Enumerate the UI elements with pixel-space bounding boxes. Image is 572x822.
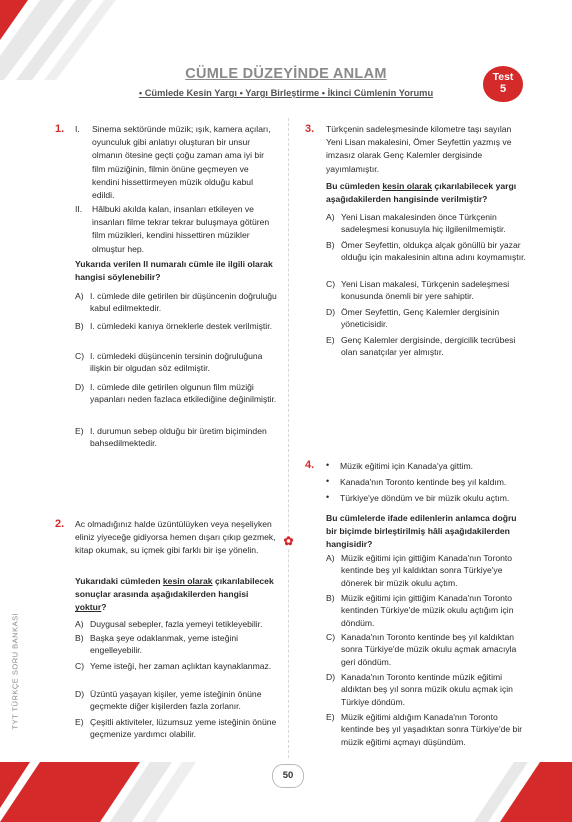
option-letter: D) — [326, 307, 336, 317]
option-letter: D) — [326, 672, 336, 682]
option-text: I. cümlede dile getirilen bir düşüncenin doğruluğu kabul edilmektedir. — [90, 291, 277, 314]
q3-stem-underlined: kesin olarak — [382, 181, 433, 191]
option-letter: E) — [326, 335, 335, 345]
option-text: Müzik eğitimi için gittiğim Kanada'nın Toronto kentinde beş yıl kaldıktan sonra Türkiye'ye dönerek bir müzik okulu açtım. — [341, 553, 513, 588]
option-letter: D) — [75, 689, 85, 699]
q1-stem: Yukarıda verilen II numaralı cümle ile ilgili olarak hangisi söylenebilir? — [75, 259, 273, 283]
question-4-number: 4. — [305, 459, 315, 471]
option-letter: E) — [326, 712, 335, 722]
bullet-icon: • — [326, 476, 330, 486]
option-letter: A) — [326, 212, 335, 222]
question-1-number: 1. — [55, 123, 65, 135]
q4-option-a[interactable] — [326, 552, 526, 589]
q3-text: Türkçenin sadeleşmesinde kilometre taşı sayılan Yeni Lisan makalesini, Ömer Seyfettin yazmış ve imzasız olarak Genç Kalemler dergisinde yayımlamıştır. — [326, 124, 512, 174]
side-text: TYT TÜRKÇE SORU BANKASI — [10, 612, 20, 730]
q3-stem-part: Bu cümleden — [326, 181, 383, 191]
option-letter: B) — [326, 593, 335, 603]
q1-option-d[interactable] — [75, 381, 277, 406]
q2-option-a[interactable] — [75, 618, 277, 630]
bullet-text: Türkiye'ye döndüm ve bir müzik okulu açtım. — [340, 493, 510, 503]
q1-option-e[interactable] — [75, 425, 277, 450]
option-text: Başka şeye odaklanmak, yeme isteğini engelleyebilir. — [90, 633, 239, 656]
test-label: Test — [492, 71, 514, 83]
page-title: CÜMLE DÜZEYİNDE ANLAM — [185, 66, 387, 82]
q3-stem — [326, 180, 526, 206]
option-text: Müzik eğitimi aldığım Kanada'nın Toronto kentinde beş yıl yaşadıktan sonra Türkiye'de bir müzik eğitimi açmayı düşündüm. — [341, 712, 523, 747]
q4-stem: Bu cümlelerde ifade edilenlerin anlamca doğru bir biçimde birleştirilmiş hâli aşağıdakilerden hangisidir? — [326, 513, 517, 550]
q1-option-b[interactable] — [75, 320, 277, 332]
option-letter: B) — [326, 240, 335, 250]
q2-option-e[interactable] — [75, 716, 277, 741]
option-letter: C) — [326, 279, 336, 289]
test-number: 5 — [499, 83, 507, 95]
option-letter: D) — [75, 382, 85, 392]
q2-stem-part: ? — [101, 602, 107, 613]
option-letter: E) — [75, 717, 84, 727]
option-text: Yeme isteği, her zaman açlıktan kaynaklanmaz. — [90, 661, 272, 671]
option-letter: B) — [75, 321, 84, 331]
option-letter: B) — [75, 633, 84, 643]
option-text: Ömer Seyfettin, Genç Kalemler dergisinin yöneticisidir. — [341, 307, 500, 330]
q2-option-b[interactable] — [75, 632, 277, 657]
option-letter: A) — [75, 291, 84, 301]
option-text: I. durumun sebep olduğu bir üretim biçiminden bahsedilmektedir. — [90, 426, 267, 449]
q3-stem-part: çıkarılabilecek yargı aşağıdakilerden hangisinde verilmiştir? — [326, 181, 517, 205]
page-number-badge — [272, 764, 304, 788]
q1-statement-1: Sinema sektöründe müzik; ışık, kamera açıları, oyunculuk gibi anlatıyı oluşturan bir unsur olmanın ötesine geçti çoğu zaman ama iyi bir film müziğinin, filmin önüne geçmeyen ve kendini hissettirmeyen müzik olduğu kabul edildi. — [92, 124, 271, 201]
q4-option-c[interactable] — [326, 631, 526, 668]
q4-bullet-2 — [326, 476, 526, 489]
topic-list: • Cümlede Kesin Yargı • Yargı Birleştirme • İkinci Cümlenin Yorumu — [138, 88, 434, 98]
option-text: Çeşitli aktiviteler, lüzumsuz yeme isteğinin önüne geçmenize yardımcı olabilir. — [90, 717, 277, 740]
q2-stem-part: Yukarıdaki cümleden — [75, 576, 163, 586]
q1-option-a[interactable] — [75, 290, 277, 315]
q2-text: Ac olmadığınız halde üzüntülüyken veya neşeliyken eliniz yiyeceğe gidiyorsa hemen dışarı çıkıp gezmek, kitap okumak, su içmek gibi farklı bir işe yönelin. — [75, 519, 276, 556]
q3-option-d[interactable] — [326, 306, 526, 331]
bullet-text: Kanada'nın Toronto kentinde beş yıl kaldım. — [340, 477, 507, 487]
q2-stem-part: çıkarılabilecek sonuçlar arasında aşağıdakilerden hangisi — [75, 576, 274, 600]
question-2-number: 2. — [55, 518, 65, 530]
option-letter: C) — [75, 661, 85, 671]
option-text: I. cümledeki düşüncenin tersinin doğruluğuna ilişkin bir olgudan söz edilmiştir. — [90, 351, 263, 374]
q3-option-c[interactable] — [326, 278, 526, 303]
q1-option-c[interactable] — [75, 350, 277, 375]
bottom-left-stripes — [0, 752, 200, 822]
question-3-number: 3. — [305, 123, 315, 135]
option-text: Genç Kalemler dergisinde, dergicilik tecrübesi olan sanatçılar yer almıştır. — [341, 335, 516, 358]
option-letter: A) — [75, 619, 84, 629]
divider-logo-icon: ✿ — [283, 534, 294, 548]
q2-stem — [75, 575, 277, 615]
q4-option-e[interactable] — [326, 711, 526, 748]
q4-bullet-1 — [326, 460, 526, 473]
column-divider — [288, 118, 289, 758]
test-badge — [483, 66, 523, 102]
option-letter: C) — [326, 632, 336, 642]
option-text: Kanada'nın Toronto kentinde müzik eğitimi aldıktan beş yıl sonra müzik okulu açmak için Türkiye döndüm. — [341, 672, 513, 707]
q3-option-a[interactable] — [326, 211, 526, 236]
option-text: Üzüntü yaşayan kişiler, yeme isteğinin önüne geçmekte diğer kişilerden fazla zorlanır. — [90, 689, 262, 712]
q3-option-b[interactable] — [326, 239, 526, 264]
q4-option-d[interactable] — [326, 671, 526, 708]
bottom-right-stripes — [470, 752, 572, 822]
q3-option-e[interactable] — [326, 334, 526, 359]
option-text: Yeni Lisan makalesinden önce Türkçenin sadeleşmesi konusuyla hiç ilgilenilmemiştir. — [341, 212, 506, 235]
q1-roman-2: II. — [75, 204, 83, 214]
option-text: Müzik eğitimi için gittiğim Kanada'nın Toronto kentinden Türkiye'de müzik okulu açtığım için döndüm. — [341, 593, 514, 628]
option-letter: A) — [326, 553, 335, 563]
q4-bullet-3 — [326, 492, 526, 505]
bullet-text: Müzik eğitimi için Kanada'ya gittim. — [340, 461, 473, 471]
option-text: Duygusal sebepler, fazla yemeyi tetikleyebilir. — [90, 619, 263, 629]
q4-option-b[interactable] — [326, 592, 526, 629]
option-text: Ömer Seyfettin, oldukça alçak gönüllü bir yazar olduğu için makalesinin altına adını koymamıştır. — [341, 240, 526, 263]
option-text: Kanada'nın Toronto kentinde beş yıl kaldıktan sonra Türkiye'de müzik okulu açmak amacıyla geri döndüm. — [341, 632, 517, 667]
q1-statement-2: Hâlbuki akılda kalan, insanları etkileyen ve insanları filme tekrar tekrar buluşmaya götüren film müzikleri, kendini hissettiren müzikler olmuştur hep. — [92, 204, 270, 254]
bullet-icon: • — [326, 492, 330, 502]
page-number: 50 — [282, 770, 294, 781]
option-letter: C) — [75, 351, 85, 361]
q2-option-c[interactable] — [75, 660, 277, 672]
q2-stem-underlined-2: yoktur — [75, 602, 102, 613]
option-text: I. cümledeki kanıya örneklerle destek verilmiştir. — [90, 321, 272, 331]
option-letter: E) — [75, 426, 84, 436]
q2-stem-underlined: kesin olarak — [162, 576, 213, 586]
q1-roman-1: I. — [75, 124, 80, 134]
bullet-icon: • — [326, 460, 330, 470]
option-text: I. cümlede dile getirilen olgunun film müziği yapanları neden fazlaca etkilediğine değinilmiştir. — [90, 382, 277, 405]
q2-option-d[interactable] — [75, 688, 277, 713]
option-text: Yeni Lisan makalesi, Türkçenin sadeleşmesi konusunda önemli bir yere sahiptir. — [341, 279, 510, 302]
